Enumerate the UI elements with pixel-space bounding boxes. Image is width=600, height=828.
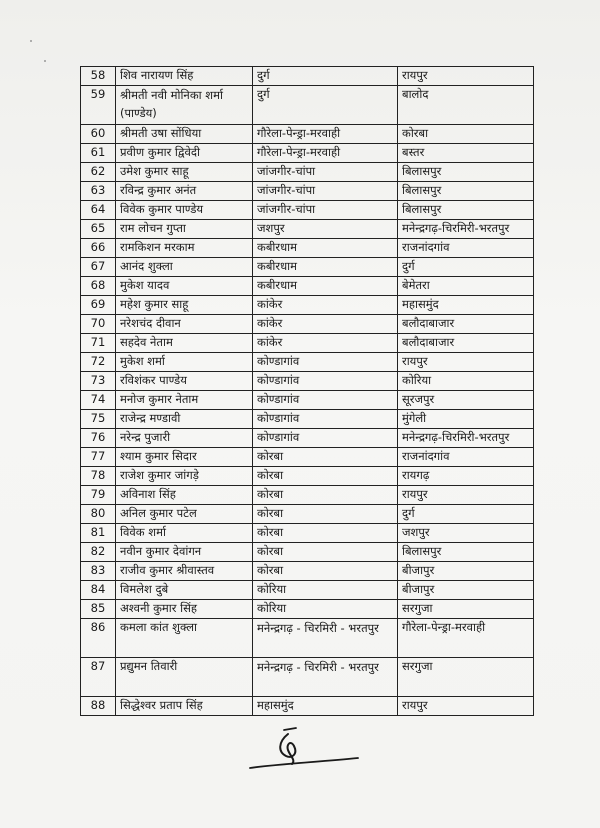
serial-number-cell: 87 (81, 658, 116, 697)
employee-name-cell: प्रवीण कुमार द्विवेदी (116, 144, 253, 163)
table-row (81, 277, 534, 296)
table-row (81, 67, 534, 86)
to-district-cell: बिलासपुर (398, 163, 534, 182)
serial-number-cell: 84 (81, 581, 116, 600)
from-district-cell: दुर्ग (253, 67, 398, 86)
to-district-cell: मुंगेली (398, 410, 534, 429)
employee-name-cell: मनोज कुमार नेताम (116, 391, 253, 410)
serial-number-cell: 60 (81, 125, 116, 144)
table-row (81, 334, 534, 353)
from-district-cell: गौरेला-पेन्ड्रा-मरवाही (253, 125, 398, 144)
to-district-cell: जशपुर (398, 524, 534, 543)
from-district-cell: कोरबा (253, 543, 398, 562)
serial-number-cell: 64 (81, 201, 116, 220)
table-row (81, 391, 534, 410)
to-district-cell: मनेन्द्रगढ़-चिरमिरी-भरतपुर (398, 429, 534, 448)
from-district-cell: कबीरधाम (253, 239, 398, 258)
to-district-cell: महासमुंद (398, 296, 534, 315)
employee-name-cell: कमला कांत शुक्ला (116, 619, 253, 658)
from-district-cell: कांकेर (253, 334, 398, 353)
serial-number-cell: 85 (81, 600, 116, 619)
serial-number-cell: 76 (81, 429, 116, 448)
employee-name-cell: शिव नारायण सिंह (116, 67, 253, 86)
to-district-cell: दुर्ग (398, 505, 534, 524)
employee-name-cell: नवीन कुमार देवांगन (116, 543, 253, 562)
to-district-cell: कोरिया (398, 372, 534, 391)
serial-number-cell: 88 (81, 697, 116, 716)
serial-number-cell: 65 (81, 220, 116, 239)
from-district-cell: कबीरधाम (253, 277, 398, 296)
to-district-cell: बलौदाबाजार (398, 334, 534, 353)
from-district-cell: जांजगीर-चांपा (253, 201, 398, 220)
employee-name-cell: रविन्द्र कुमार अनंत (116, 182, 253, 201)
serial-number-cell: 86 (81, 619, 116, 658)
employee-name-cell: नरेशचंद दीवान (116, 315, 253, 334)
to-district-cell: सरगुजा (398, 600, 534, 619)
to-district-cell: बिलासपुर (398, 182, 534, 201)
employee-name-cell: महेश कुमार साहू (116, 296, 253, 315)
from-district-cell: कोरबा (253, 467, 398, 486)
serial-number-cell: 74 (81, 391, 116, 410)
table-row (81, 86, 534, 125)
table-row (81, 543, 534, 562)
table-row (81, 220, 534, 239)
from-district-cell: मनेन्द्रगढ़ - चिरमिरी - भरतपुर (253, 619, 398, 658)
from-district-cell: जांजगीर-चांपा (253, 163, 398, 182)
employee-name-cell: अविनाश सिंह (116, 486, 253, 505)
table-row (81, 658, 534, 697)
from-district-cell: कोण्डागांव (253, 372, 398, 391)
serial-number-cell: 73 (81, 372, 116, 391)
from-district-cell: कोरबा (253, 524, 398, 543)
to-district-cell: राजनांदगांव (398, 448, 534, 467)
employee-name-cell: रविशंकर पाण्डेय (116, 372, 253, 391)
serial-number-cell: 59 (81, 86, 116, 125)
table-row (81, 353, 534, 372)
serial-number-cell: 75 (81, 410, 116, 429)
table-row (81, 429, 534, 448)
table-row (81, 144, 534, 163)
table-row (81, 448, 534, 467)
employee-name-cell: श्याम कुमार सिदार (116, 448, 253, 467)
to-district-cell: बिलासपुर (398, 201, 534, 220)
serial-number-cell: 78 (81, 467, 116, 486)
table-row (81, 315, 534, 334)
transfer-table (80, 66, 534, 716)
employee-name-cell: अनिल कुमार पटेल (116, 505, 253, 524)
employee-name-cell: नरेन्द्र पुजारी (116, 429, 253, 448)
table-row (81, 410, 534, 429)
employee-name-cell: राजेन्द्र मण्डावी (116, 410, 253, 429)
from-district-cell: कोण्डागांव (253, 391, 398, 410)
serial-number-cell: 69 (81, 296, 116, 315)
employee-name-cell: रामकिशन मरकाम (116, 239, 253, 258)
employee-name-cell: सिद्धेश्वर प्रताप सिंह (116, 697, 253, 716)
from-district-cell: जांजगीर-चांपा (253, 182, 398, 201)
to-district-cell: मनेन्द्रगढ़-चिरमिरी-भरतपुर (398, 220, 534, 239)
serial-number-cell: 67 (81, 258, 116, 277)
employee-name-cell: विवेक कुमार पाण्डेय (116, 201, 253, 220)
employee-name-cell: मुकेश शर्मा (116, 353, 253, 372)
table-row (81, 125, 534, 144)
employee-name-cell: श्रीमती नवी मोनिका शर्मा (पाण्डेय) (116, 86, 253, 125)
to-district-cell: बलौदाबाजार (398, 315, 534, 334)
employee-name-cell: प्रद्युमन तिवारी (116, 658, 253, 697)
signature (248, 724, 360, 776)
table-row (81, 581, 534, 600)
table-row (81, 372, 534, 391)
table-row (81, 562, 534, 581)
table-row (81, 239, 534, 258)
from-district-cell: कांकेर (253, 315, 398, 334)
to-district-cell: बीजापुर (398, 581, 534, 600)
from-district-cell: कोरबा (253, 486, 398, 505)
from-district-cell: कबीरधाम (253, 258, 398, 277)
to-district-cell: बस्तर (398, 144, 534, 163)
to-district-cell: रायपुर (398, 697, 534, 716)
from-district-cell: कोरिया (253, 600, 398, 619)
to-district-cell: दुर्ग (398, 258, 534, 277)
serial-number-cell: 77 (81, 448, 116, 467)
from-district-cell: कोरबा (253, 448, 398, 467)
to-district-cell: रायपुर (398, 486, 534, 505)
from-district-cell: महासमुंद (253, 697, 398, 716)
serial-number-cell: 79 (81, 486, 116, 505)
table-row (81, 697, 534, 716)
table-row (81, 505, 534, 524)
table-row (81, 467, 534, 486)
scan-speck (30, 40, 32, 42)
employee-name-cell: राजेश कुमार जांगड़े (116, 467, 253, 486)
to-district-cell: बेमेतरा (398, 277, 534, 296)
serial-number-cell: 72 (81, 353, 116, 372)
serial-number-cell: 63 (81, 182, 116, 201)
employee-name-cell: राम लोचन गुप्ता (116, 220, 253, 239)
from-district-cell: कोण्डागांव (253, 353, 398, 372)
table-row (81, 524, 534, 543)
from-district-cell: मनेन्द्रगढ़ - चिरमिरी - भरतपुर (253, 658, 398, 697)
serial-number-cell: 80 (81, 505, 116, 524)
employee-name-cell: मुकेश यादव (116, 277, 253, 296)
table-row (81, 486, 534, 505)
from-district-cell: कांकेर (253, 296, 398, 315)
employee-name-cell: अश्वनी कुमार सिंह (116, 600, 253, 619)
scan-speck (44, 60, 46, 62)
from-district-cell: कोरबा (253, 505, 398, 524)
from-district-cell: जशपुर (253, 220, 398, 239)
from-district-cell: कोण्डागांव (253, 429, 398, 448)
table-row (81, 296, 534, 315)
serial-number-cell: 61 (81, 144, 116, 163)
to-district-cell: रायपुर (398, 353, 534, 372)
from-district-cell: कोरिया (253, 581, 398, 600)
table-row (81, 163, 534, 182)
to-district-cell: बीजापुर (398, 562, 534, 581)
serial-number-cell: 83 (81, 562, 116, 581)
to-district-cell: सूरजपुर (398, 391, 534, 410)
serial-number-cell: 71 (81, 334, 116, 353)
employee-name-cell: विवेक शर्मा (116, 524, 253, 543)
table-row (81, 201, 534, 220)
employee-name-cell: विमलेश दुबे (116, 581, 253, 600)
to-district-cell: राजनांदगांव (398, 239, 534, 258)
employee-name-cell: आनंद शुक्ला (116, 258, 253, 277)
serial-number-cell: 70 (81, 315, 116, 334)
to-district-cell: रायगढ़ (398, 467, 534, 486)
to-district-cell: सरगुजा (398, 658, 534, 697)
serial-number-cell: 68 (81, 277, 116, 296)
table-row (81, 258, 534, 277)
table-row (81, 182, 534, 201)
table-row (81, 600, 534, 619)
to-district-cell: बिलासपुर (398, 543, 534, 562)
serial-number-cell: 58 (81, 67, 116, 86)
serial-number-cell: 62 (81, 163, 116, 182)
serial-number-cell: 66 (81, 239, 116, 258)
serial-number-cell: 82 (81, 543, 116, 562)
serial-number-cell: 81 (81, 524, 116, 543)
to-district-cell: बालोद (398, 86, 534, 125)
transfer-table-body (81, 67, 534, 716)
to-district-cell: रायपुर (398, 67, 534, 86)
employee-name-cell: उमेश कुमार साहू (116, 163, 253, 182)
from-district-cell: दुर्ग (253, 86, 398, 125)
employee-name-cell: राजीव कुमार श्रीवास्तव (116, 562, 253, 581)
from-district-cell: कोण्डागांव (253, 410, 398, 429)
to-district-cell: कोरबा (398, 125, 534, 144)
from-district-cell: कोरबा (253, 562, 398, 581)
from-district-cell: गौरेला-पेन्ड्रा-मरवाही (253, 144, 398, 163)
table-row (81, 619, 534, 658)
employee-name-cell: सहदेव नेताम (116, 334, 253, 353)
employee-name-cell: श्रीमती उषा सोंधिया (116, 125, 253, 144)
to-district-cell: गौरेला-पेन्ड्रा-मरवाही (398, 619, 534, 658)
